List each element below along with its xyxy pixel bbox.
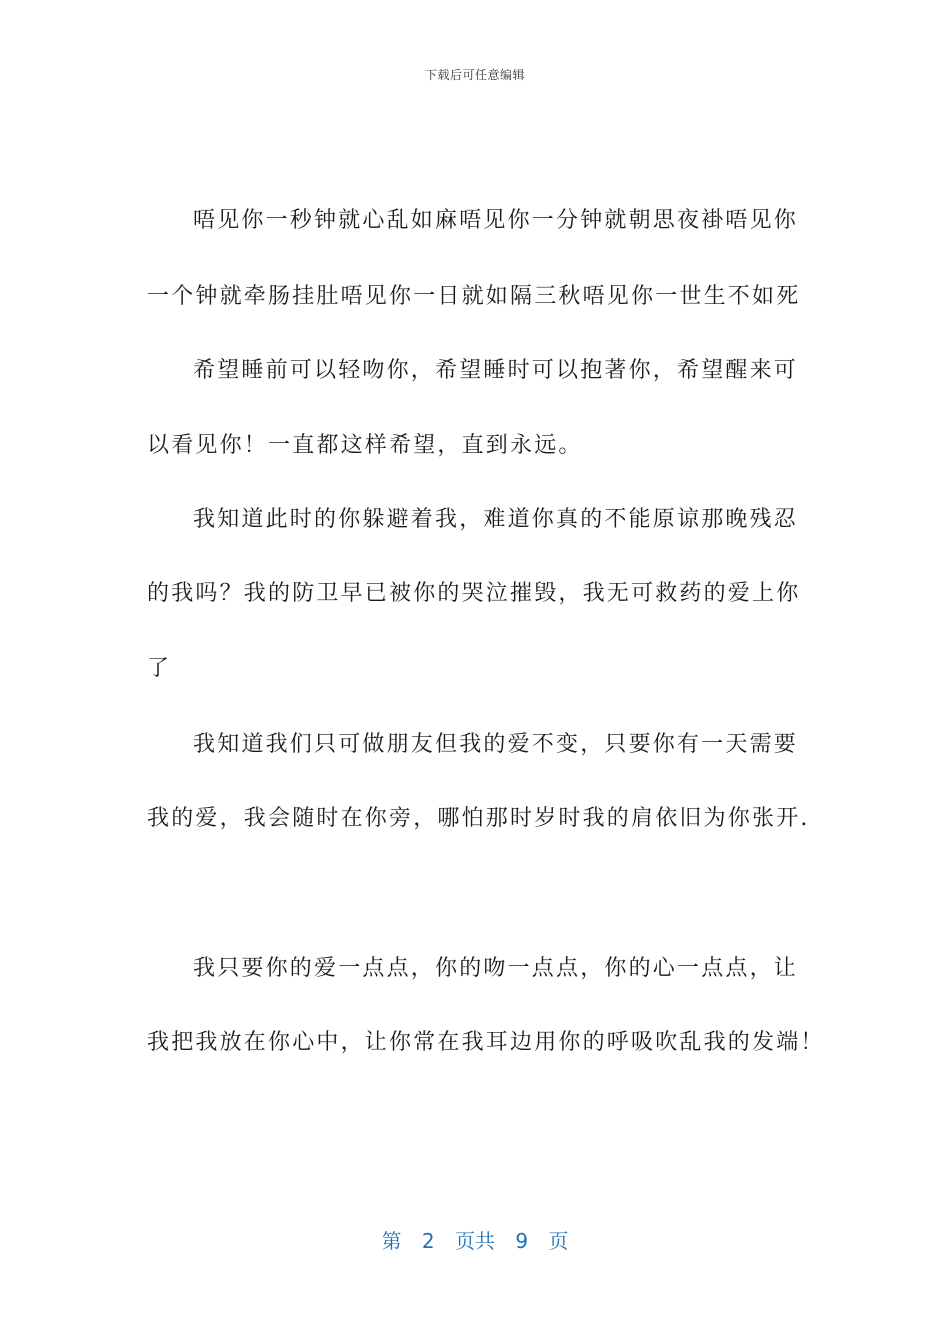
paragraph-line: 我知道此时的你躲避着我，难道你真的不能原谅那晚残忍 xyxy=(193,507,799,532)
paragraph-line: 我把我放在你心中，让你常在我耳边用你的呼吸吹乱我的发端！ xyxy=(147,1030,825,1055)
page-header-note: 下载后可任意编辑 xyxy=(424,68,525,82)
paragraph-line: 了 xyxy=(147,656,172,681)
paragraph-line: 我知道我们只可做朋友但我的爱不变，只要你有一天需要 xyxy=(193,732,799,757)
footer-middle: 页共 xyxy=(455,1229,495,1253)
footer-total-pages: 9 xyxy=(515,1229,529,1253)
footer-current-page: 2 xyxy=(421,1229,435,1253)
footer-suffix: 页 xyxy=(548,1229,569,1253)
paragraph-line: 我只要你的爱一点点，你的吻一点点，你的心一点点，让 xyxy=(193,956,799,981)
footer-prefix: 第 xyxy=(381,1229,402,1253)
page-number-footer xyxy=(0,1225,950,1254)
paragraph-line: 的我吗？我的防卫早已被你的哭泣摧毁，我无可救药的爱上你 xyxy=(147,581,801,606)
paragraph-line: 我的爱，我会随时在你旁，哪怕那时岁时我的肩依旧为你张开. xyxy=(147,806,810,831)
paragraph-line: 希望睡前可以轻吻你，希望睡时可以抱著你，希望醒来可 xyxy=(193,358,799,383)
paragraph-line: 一个钟就牵肠挂肚唔见你一日就如隔三秋唔见你一世生不如死 xyxy=(147,284,801,309)
paragraph-line: 以看见你！一直都这样希望，直到永远。 xyxy=(147,433,583,458)
paragraph-line: 唔见你一秒钟就心乱如麻唔见你一分钟就朝思夜褂唔见你 xyxy=(193,208,799,233)
